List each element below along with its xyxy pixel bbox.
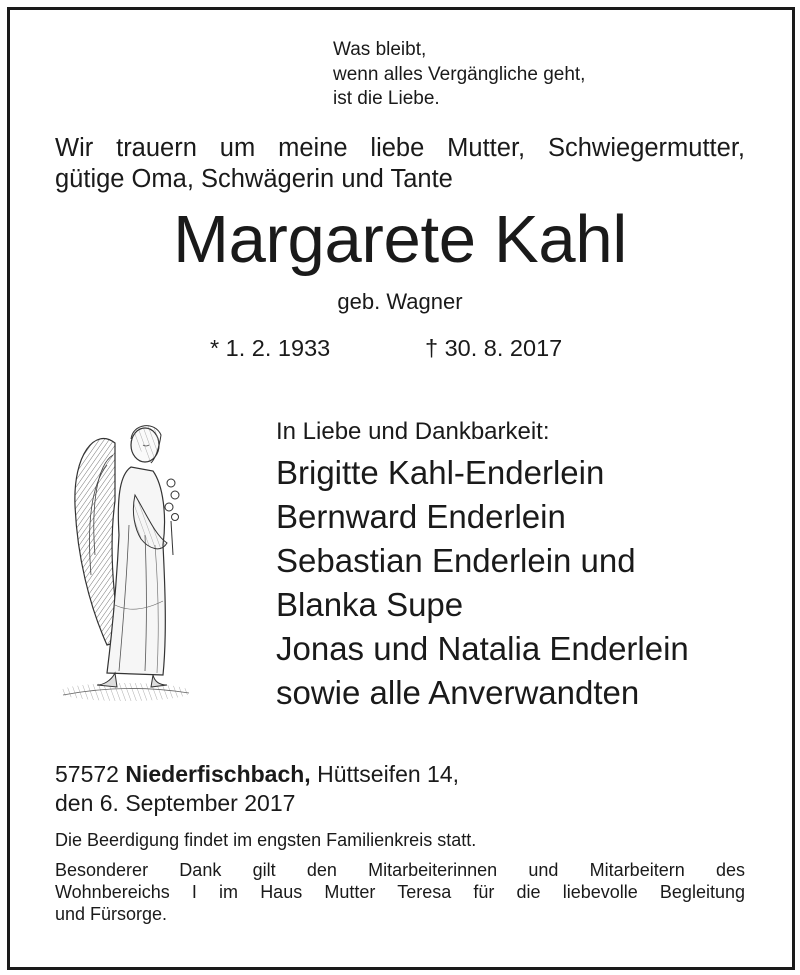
angel-icon (55, 405, 195, 705)
intro-text (55, 133, 745, 195)
mourner-line: Blanka Supe (276, 586, 464, 623)
birth-date: * 1. 2. 1933 (210, 335, 331, 361)
maiden-name: geb. Wagner (337, 289, 463, 314)
mourner-line: Brigitte Kahl-Enderlein (276, 454, 605, 491)
gratitude-note (55, 859, 745, 925)
mourners-list (276, 451, 689, 715)
thanks-heading: In Liebe und Dankbarkeit: (276, 418, 550, 445)
gratitude-line: Besonderer Dank gilt den Mitarbeiterinnen und Mitarbeitern des (55, 860, 745, 880)
postcode: 57572 (55, 761, 119, 787)
mourner-line: Bernward Enderlein (276, 498, 566, 535)
mourner-line: sowie alle Anverwandten (276, 674, 640, 711)
street: Hüttseifen 14, (317, 761, 460, 787)
gratitude-line: und Fürsorge. (55, 904, 168, 924)
intro-line: gütige Oma, Schwägerin und Tante (55, 165, 453, 193)
motto-line: Was bleibt, (333, 39, 427, 60)
gratitude-line: Wohnbereichs I im Haus Mutter Teresa für die liebevolle Begleitung (55, 882, 745, 902)
motto (333, 38, 585, 112)
mourner-line: Jonas und Natalia Enderlein (276, 630, 689, 667)
deceased-name: Margarete Kahl (173, 202, 627, 277)
funeral-note: Die Beerdigung findet im engsten Familienkreis statt. (55, 830, 477, 850)
town: Niederfischbach, (125, 761, 311, 787)
motto-line: wenn alles Vergängliche geht, (333, 63, 586, 85)
intro-line: Wir trauern um meine liebe Mutter, Schwiegermutter, (55, 134, 745, 162)
death-date: † 30. 8. 2017 (425, 335, 563, 361)
mourner-line: Sebastian Enderlein und (276, 542, 636, 579)
notice-date: den 6. September 2017 (55, 790, 296, 816)
motto-line: ist die Liebe. (333, 88, 440, 109)
address (55, 759, 459, 789)
